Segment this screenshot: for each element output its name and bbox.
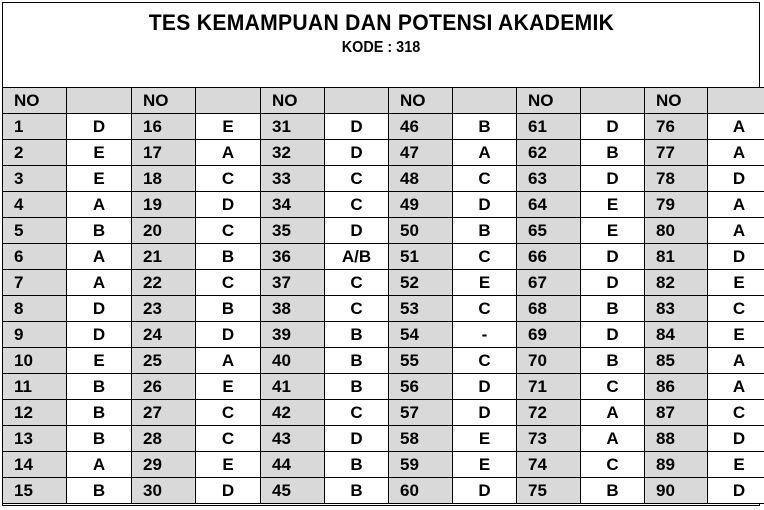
answer-letter: E	[581, 192, 645, 218]
answer-letter: C	[453, 244, 517, 270]
question-number: 58	[389, 426, 453, 452]
question-number: 31	[261, 114, 325, 140]
question-number: 82	[645, 270, 708, 296]
question-number: 29	[132, 452, 196, 478]
question-number: 65	[517, 218, 581, 244]
column-header-no: NO	[645, 88, 708, 114]
question-number: 39	[261, 322, 325, 348]
column-header-answer	[581, 88, 645, 114]
question-number: 86	[645, 374, 708, 400]
answer-letter: A	[67, 244, 132, 270]
question-number: 24	[132, 322, 196, 348]
question-number: 50	[389, 218, 453, 244]
question-number: 71	[517, 374, 581, 400]
answer-letter: B	[325, 322, 389, 348]
answer-letter: C	[581, 452, 645, 478]
answer-letter: C	[325, 400, 389, 426]
answer-letter: C	[453, 166, 517, 192]
question-number: 3	[3, 166, 67, 192]
question-number: 30	[132, 478, 196, 504]
question-number: 21	[132, 244, 196, 270]
column-header-answer	[325, 88, 389, 114]
answer-letter: D	[453, 192, 517, 218]
question-number: 5	[3, 218, 67, 244]
answer-letter: A	[708, 218, 764, 244]
answer-letter: D	[708, 426, 764, 452]
question-number: 14	[3, 452, 67, 478]
question-number: 55	[389, 348, 453, 374]
column-header-answer	[67, 88, 132, 114]
question-number: 62	[517, 140, 581, 166]
answer-letter: D	[708, 478, 764, 504]
question-number: 22	[132, 270, 196, 296]
table-row	[3, 426, 764, 452]
question-number: 42	[261, 400, 325, 426]
question-number: 28	[132, 426, 196, 452]
question-number: 17	[132, 140, 196, 166]
question-number: 8	[3, 296, 67, 322]
question-number: 13	[3, 426, 67, 452]
answer-letter: E	[196, 374, 261, 400]
header	[3, 3, 759, 86]
answer-letter: C	[325, 296, 389, 322]
answer-letter: E	[196, 114, 261, 140]
answer-letter: A	[196, 140, 261, 166]
answer-letter: B	[325, 452, 389, 478]
answer-letter: E	[196, 452, 261, 478]
column-header-answer	[453, 88, 517, 114]
answer-letter: C	[453, 348, 517, 374]
answer-key-table	[2, 87, 764, 504]
table-row	[3, 374, 764, 400]
answer-letter: E	[708, 322, 764, 348]
answer-letter: E	[453, 452, 517, 478]
question-number: 18	[132, 166, 196, 192]
answer-letter: E	[67, 348, 132, 374]
answer-letter: B	[581, 296, 645, 322]
question-number: 83	[645, 296, 708, 322]
question-number: 1	[3, 114, 67, 140]
question-number: 41	[261, 374, 325, 400]
answer-letter: D	[453, 478, 517, 504]
question-number: 68	[517, 296, 581, 322]
answer-letter: E	[708, 452, 764, 478]
question-number: 20	[132, 218, 196, 244]
table-row	[3, 348, 764, 374]
answer-letter: E	[67, 140, 132, 166]
answer-letter: B	[196, 244, 261, 270]
question-number: 48	[389, 166, 453, 192]
question-number: 67	[517, 270, 581, 296]
question-number: 40	[261, 348, 325, 374]
question-number: 59	[389, 452, 453, 478]
answer-letter: A	[708, 374, 764, 400]
table-row	[3, 218, 764, 244]
answer-letter: A	[708, 348, 764, 374]
answer-letter: D	[67, 296, 132, 322]
question-number: 49	[389, 192, 453, 218]
answer-letter: C	[196, 400, 261, 426]
page-title: TES KEMAMPUAN DAN POTENSI AKADEMIK	[148, 10, 614, 35]
table-header-row	[3, 88, 764, 114]
question-number: 57	[389, 400, 453, 426]
question-number: 69	[517, 322, 581, 348]
answer-letter: D	[196, 478, 261, 504]
answer-letter: C	[708, 296, 764, 322]
question-number: 78	[645, 166, 708, 192]
answer-letter: D	[325, 218, 389, 244]
table-row	[3, 192, 764, 218]
question-number: 54	[389, 322, 453, 348]
question-number: 23	[132, 296, 196, 322]
answer-letter: E	[453, 426, 517, 452]
answer-letter: B	[67, 218, 132, 244]
answer-letter: D	[708, 166, 764, 192]
column-header-no: NO	[3, 88, 67, 114]
question-number: 56	[389, 374, 453, 400]
question-number: 26	[132, 374, 196, 400]
question-number: 7	[3, 270, 67, 296]
question-number: 73	[517, 426, 581, 452]
question-number: 64	[517, 192, 581, 218]
question-number: 19	[132, 192, 196, 218]
answer-letter: C	[196, 218, 261, 244]
question-number: 34	[261, 192, 325, 218]
question-number: 15	[3, 478, 67, 504]
answer-letter: D	[581, 244, 645, 270]
table-row	[3, 322, 764, 348]
question-number: 81	[645, 244, 708, 270]
answer-letter: C	[325, 192, 389, 218]
question-number: 76	[645, 114, 708, 140]
column-header-no: NO	[389, 88, 453, 114]
question-number: 4	[3, 192, 67, 218]
answer-letter: C	[708, 400, 764, 426]
answer-letter: B	[196, 296, 261, 322]
answer-letter: C	[196, 426, 261, 452]
answer-letter: B	[581, 478, 645, 504]
table-row	[3, 270, 764, 296]
question-number: 16	[132, 114, 196, 140]
question-number: 33	[261, 166, 325, 192]
question-number: 12	[3, 400, 67, 426]
question-number: 77	[645, 140, 708, 166]
question-number: 43	[261, 426, 325, 452]
column-header-no: NO	[517, 88, 581, 114]
question-number: 44	[261, 452, 325, 478]
question-number: 75	[517, 478, 581, 504]
answer-letter: A	[196, 348, 261, 374]
table-row	[3, 114, 764, 140]
answer-letter: C	[581, 374, 645, 400]
answer-key-sheet	[2, 2, 760, 506]
question-number: 27	[132, 400, 196, 426]
question-number: 35	[261, 218, 325, 244]
question-number: 84	[645, 322, 708, 348]
table-row	[3, 478, 764, 504]
question-number: 66	[517, 244, 581, 270]
answer-letter: E	[67, 166, 132, 192]
answer-letter: D	[67, 114, 132, 140]
answer-letter: A	[581, 426, 645, 452]
answer-letter: C	[325, 270, 389, 296]
answer-letter: B	[581, 348, 645, 374]
answer-letter: B	[325, 348, 389, 374]
answer-letter: D	[453, 400, 517, 426]
question-number: 45	[261, 478, 325, 504]
answer-letter: C	[325, 166, 389, 192]
answer-letter: B	[453, 114, 517, 140]
question-number: 87	[645, 400, 708, 426]
answer-letter: D	[708, 244, 764, 270]
question-number: 25	[132, 348, 196, 374]
answer-letter: A/B	[325, 244, 389, 270]
question-number: 9	[3, 322, 67, 348]
answer-letter: B	[325, 478, 389, 504]
column-header-no: NO	[261, 88, 325, 114]
table-row	[3, 400, 764, 426]
answer-letter: D	[325, 140, 389, 166]
question-number: 46	[389, 114, 453, 140]
answer-letter: D	[581, 270, 645, 296]
answer-letter: B	[67, 400, 132, 426]
column-header-answer	[196, 88, 261, 114]
exam-code: KODE : 318	[341, 39, 421, 56]
answer-letter: E	[708, 270, 764, 296]
answer-letter: D	[325, 114, 389, 140]
question-number: 52	[389, 270, 453, 296]
question-number: 53	[389, 296, 453, 322]
question-number: 74	[517, 452, 581, 478]
question-number: 63	[517, 166, 581, 192]
question-number: 36	[261, 244, 325, 270]
answer-letter: A	[581, 400, 645, 426]
question-number: 47	[389, 140, 453, 166]
answer-letter: E	[453, 270, 517, 296]
question-number: 80	[645, 218, 708, 244]
answer-letter: B	[581, 140, 645, 166]
answer-letter: D	[581, 322, 645, 348]
answer-letter: C	[453, 296, 517, 322]
answer-letter: E	[581, 218, 645, 244]
answer-letter: A	[708, 114, 764, 140]
question-number: 60	[389, 478, 453, 504]
question-number: 37	[261, 270, 325, 296]
question-number: 11	[3, 374, 67, 400]
answer-letter: A	[708, 140, 764, 166]
question-number: 85	[645, 348, 708, 374]
table-row	[3, 452, 764, 478]
answer-letter: D	[581, 166, 645, 192]
answer-letter: A	[67, 192, 132, 218]
answer-letter: A	[453, 140, 517, 166]
answer-letter: B	[67, 478, 132, 504]
table-row	[3, 296, 764, 322]
answer-letter: A	[67, 270, 132, 296]
answer-letter: D	[453, 374, 517, 400]
answer-letter: B	[67, 374, 132, 400]
column-header-answer	[708, 88, 764, 114]
answer-letter: C	[196, 166, 261, 192]
question-number: 32	[261, 140, 325, 166]
answer-letter: A	[67, 452, 132, 478]
answer-letter: C	[196, 270, 261, 296]
answer-letter: D	[325, 426, 389, 452]
answer-letter: D	[581, 114, 645, 140]
column-header-no: NO	[132, 88, 196, 114]
question-number: 88	[645, 426, 708, 452]
table-row	[3, 244, 764, 270]
question-number: 10	[3, 348, 67, 374]
question-number: 79	[645, 192, 708, 218]
answer-letter: B	[453, 218, 517, 244]
question-number: 51	[389, 244, 453, 270]
question-number: 6	[3, 244, 67, 270]
table-row	[3, 166, 764, 192]
answer-letter: -	[453, 322, 517, 348]
question-number: 89	[645, 452, 708, 478]
question-number: 72	[517, 400, 581, 426]
table-row	[3, 140, 764, 166]
question-number: 70	[517, 348, 581, 374]
answer-letter: D	[196, 322, 261, 348]
question-number: 2	[3, 140, 67, 166]
answer-letter: A	[708, 192, 764, 218]
question-number: 38	[261, 296, 325, 322]
question-number: 61	[517, 114, 581, 140]
answer-letter: B	[325, 374, 389, 400]
question-number: 90	[645, 478, 708, 504]
answer-letter: B	[67, 426, 132, 452]
answer-letter: D	[67, 322, 132, 348]
answer-letter: D	[196, 192, 261, 218]
